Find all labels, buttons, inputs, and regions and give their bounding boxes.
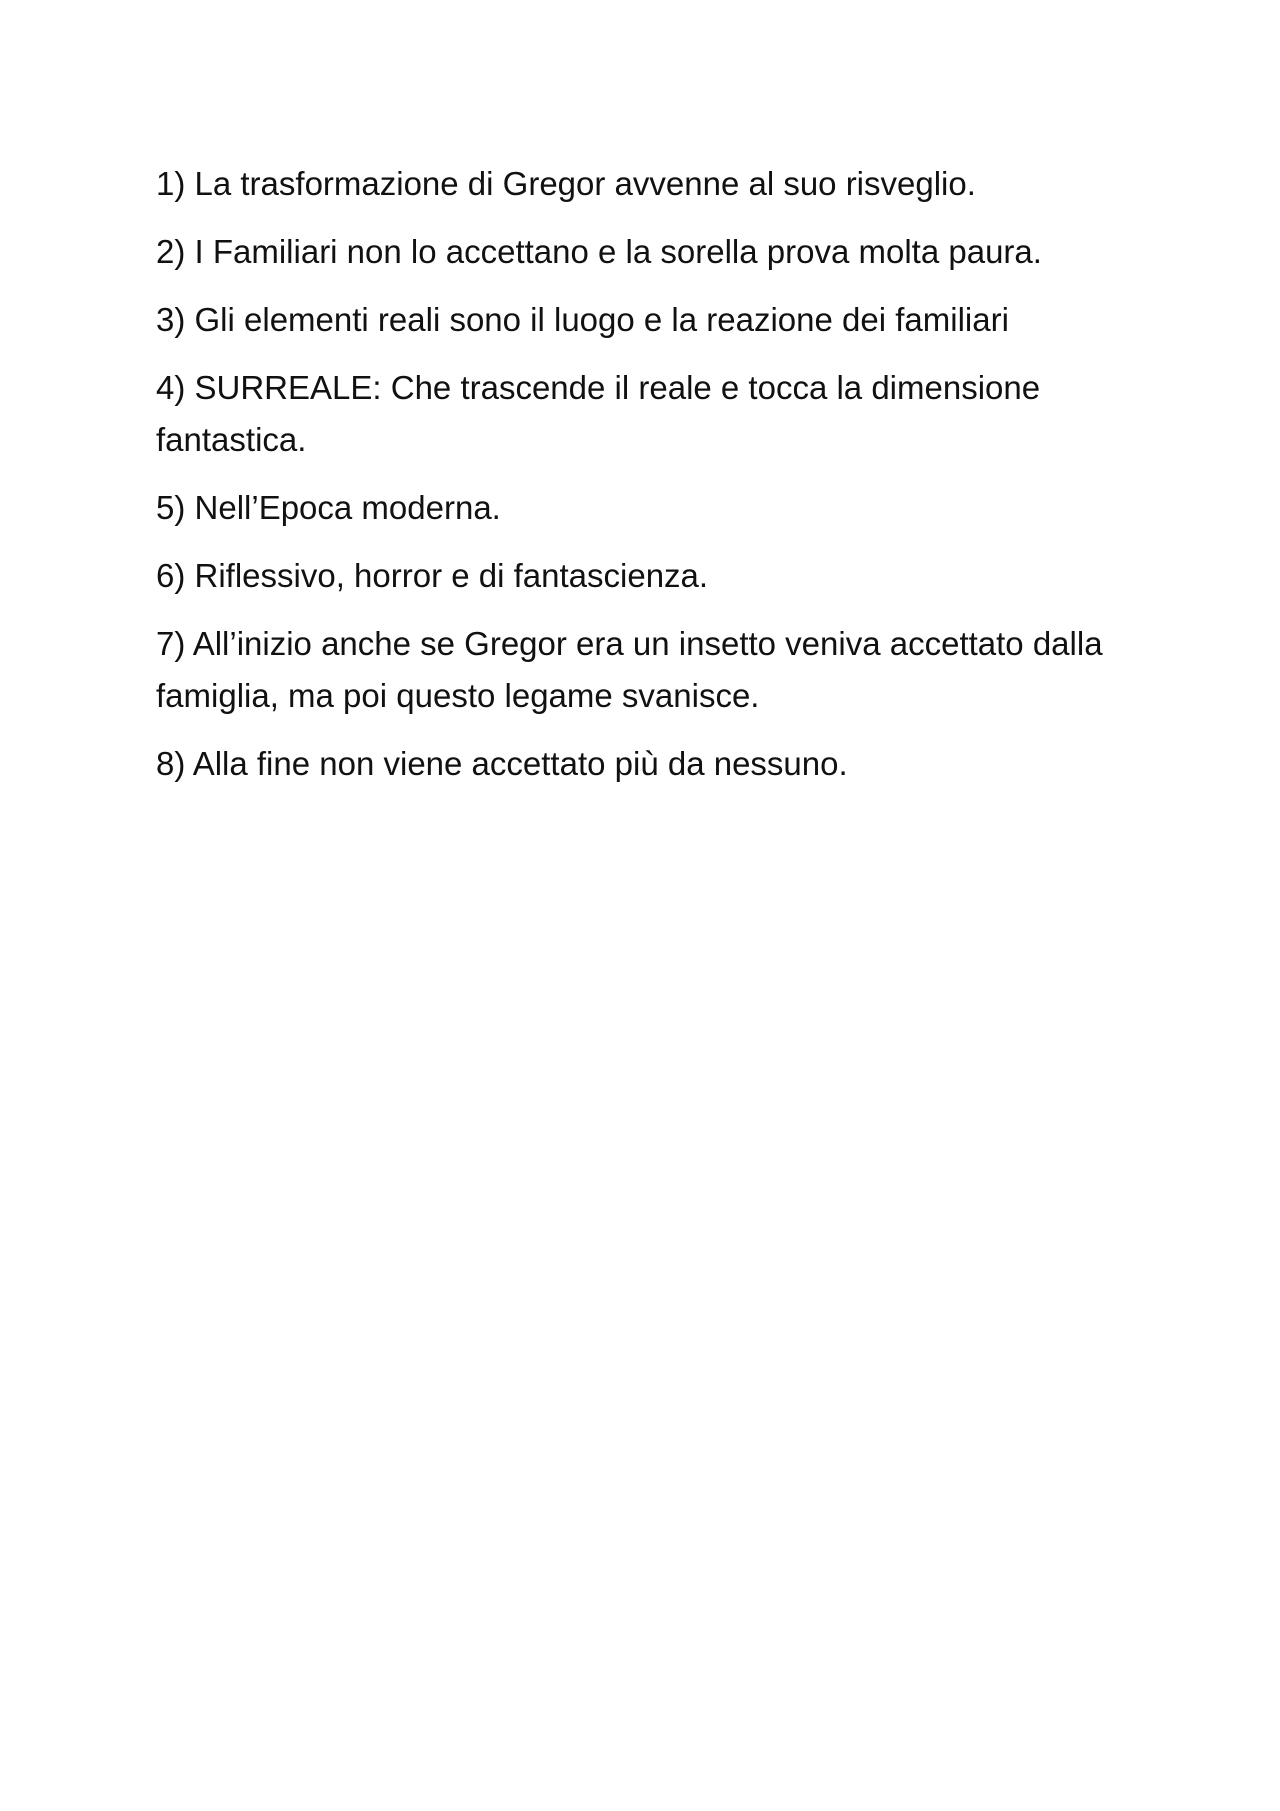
answer-3: 3) Gli elementi reali sono il luogo e la reazione dei familiari xyxy=(156,301,1009,338)
answer-8: 8) Alla fine non viene accettato più da nessuno. xyxy=(156,745,848,782)
answer-1: 1) La trasformazione di Gregor avvenne al suo risveglio. xyxy=(156,165,976,202)
answer-5: 5) Nell’Epoca moderna. xyxy=(156,489,501,526)
answer-2: 2) I Familiari non lo accettano e la sorella prova molta paura. xyxy=(156,233,1042,270)
answer-list xyxy=(156,158,1136,806)
answer-7: 7) All’inizio anche se Gregor era un insetto veniva accettato dalla famiglia, ma poi questo legame svanisce. xyxy=(156,625,1103,714)
answer-6: 6) Riflessivo, horror e di fantascienza. xyxy=(156,557,709,594)
answer-4: 4) SURREALE: Che trascende il reale e tocca la dimensione fantastica. xyxy=(156,369,1041,458)
